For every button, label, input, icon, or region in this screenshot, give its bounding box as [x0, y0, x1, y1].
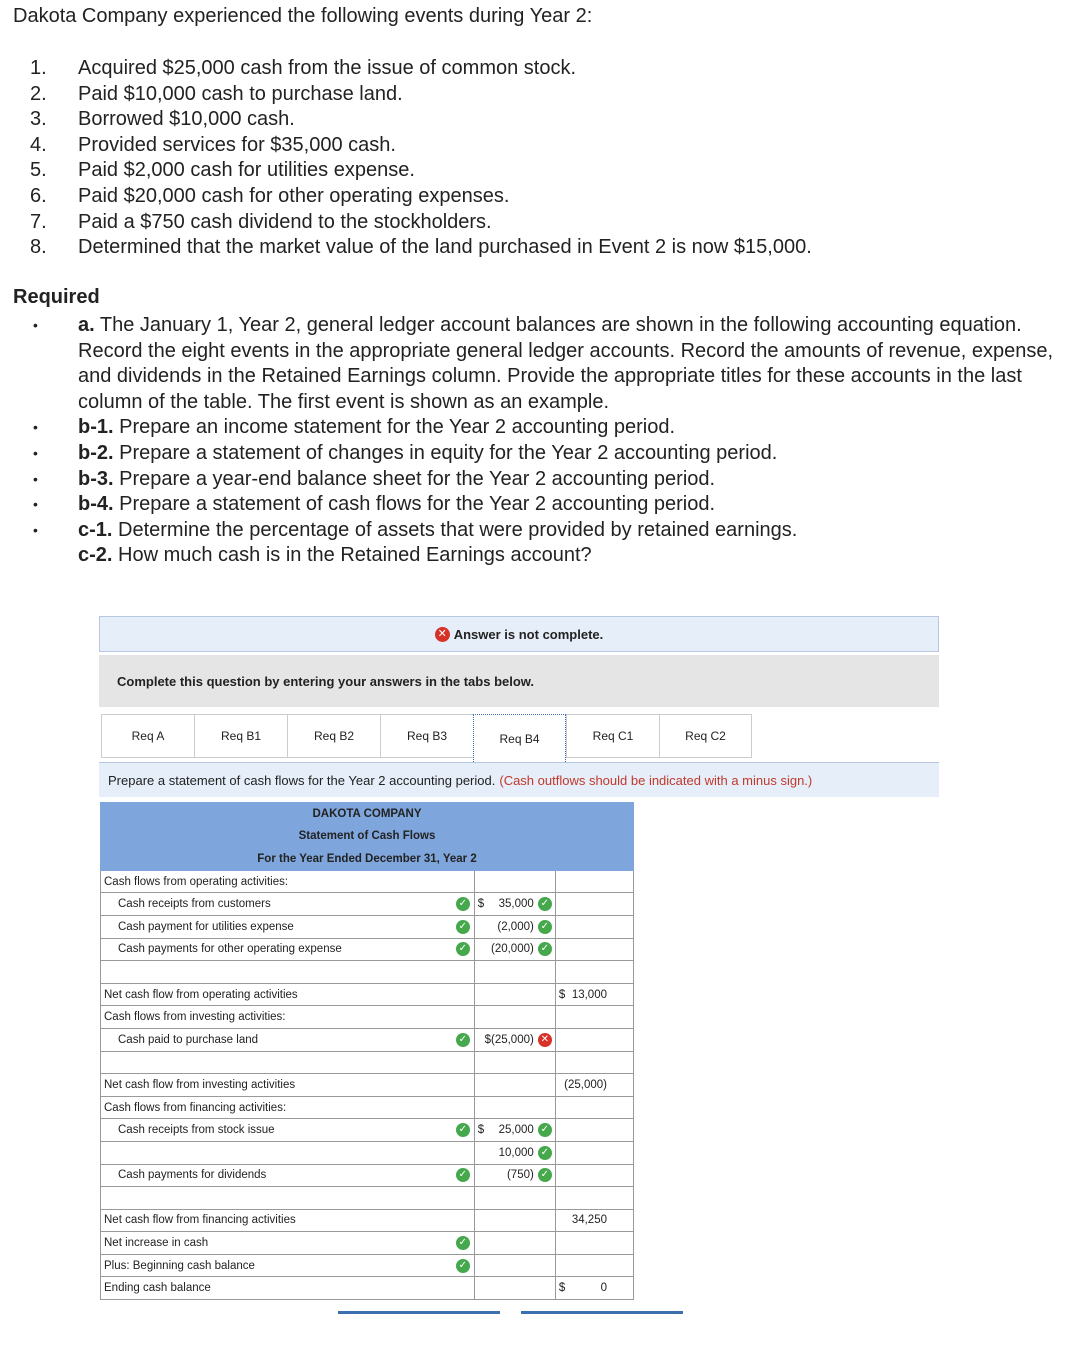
amount-cell[interactable]: [474, 1074, 555, 1097]
total-input[interactable]: [555, 1232, 633, 1255]
check-icon: ✓: [456, 1236, 470, 1250]
total-input[interactable]: [555, 1254, 633, 1277]
instructions-bar: Complete this question by entering your answers in the tabs below.: [99, 655, 939, 707]
tab-req-c1[interactable]: Req C1: [566, 714, 659, 758]
amount-input[interactable]: 10,000 ✓: [474, 1141, 555, 1164]
total-input[interactable]: 34,250: [555, 1209, 633, 1232]
cash-flow-statement: [100, 802, 634, 1300]
row-label-input[interactable]: Cash payment for utilities expense: [101, 915, 475, 938]
amount-cell[interactable]: [474, 1006, 555, 1029]
requirement-item: • b-4. Prepare a statement of cash flows for the Year 2 accounting period.: [33, 493, 716, 516]
row-label-input[interactable]: Cash payments for dividends: [101, 1164, 475, 1187]
event-item: 5. Paid $2,000 cash for utilities expense.: [30, 159, 415, 182]
total-cell[interactable]: [555, 1096, 633, 1119]
table-row: [101, 1141, 634, 1164]
table-row: [101, 961, 634, 984]
total-cell[interactable]: [555, 1119, 633, 1142]
problem-intro: Dakota Company experienced the following events during Year 2:: [13, 5, 593, 27]
row-label-input[interactable]: [101, 961, 475, 984]
company-name: DAKOTA COMPANY: [101, 803, 634, 826]
table-row: [101, 1164, 634, 1187]
requirement-item: • b-1. Prepare an income statement for the Year 2 accounting period.: [33, 416, 676, 439]
net-increase-label: Net increase in cash: [101, 1232, 475, 1255]
table-row: [101, 915, 634, 938]
table-row: [101, 983, 634, 1006]
requirement-list: [30, 313, 1065, 569]
amount-input[interactable]: ✓ $(25,000) ✕: [474, 1028, 555, 1051]
amount-input[interactable]: [458, 1254, 555, 1277]
check-icon: ✓: [538, 920, 552, 934]
total-cell[interactable]: [555, 1051, 633, 1074]
row-label-input[interactable]: Cash receipts from customers: [101, 893, 475, 916]
amount-cell[interactable]: [474, 983, 555, 1006]
status-text: Answer is not complete.: [453, 626, 604, 642]
answer-status-banner: [99, 616, 939, 652]
prompt-text: Prepare a statement of cash flows for the Year 2 accounting period.: [108, 772, 496, 788]
requirement-item: • a. The January 1, Year 2, general ledger account balances are shown in the following accounting equation. Record the eight events in the appropriate general ledger accounts. Record the amounts of revenue, expense, and dividends in the Retained Earnings column. Provide the appropriate titles for these accounts in the last column of the table. The first event is shown as an example.: [33, 314, 1054, 413]
event-item: 8. Determined that the market value of the land purchased in Event 2 is now $15,000.: [30, 236, 812, 259]
total-input[interactable]: (25,000): [555, 1074, 633, 1097]
net-investing-label: Net cash flow from investing activities: [101, 1074, 475, 1097]
prompt-note: (Cash outflows should be indicated with a minus sign.): [499, 772, 813, 788]
row-label-input[interactable]: [101, 1141, 475, 1164]
total-input[interactable]: $ 13,000: [555, 983, 633, 1006]
amount-input[interactable]: [458, 1232, 555, 1255]
error-icon: ✕: [538, 1033, 552, 1047]
requirement-item: • b-2. Prepare a statement of changes in equity for the Year 2 accounting period.: [33, 441, 778, 464]
beginning-cash-label: Plus: Beginning cash balance: [101, 1254, 475, 1277]
tab-req-c2[interactable]: Req C2: [659, 714, 752, 758]
net-operating-label: Net cash flow from operating activities: [101, 983, 475, 1006]
statement-title: Statement of Cash Flows: [101, 825, 634, 848]
total-cell[interactable]: [555, 1028, 633, 1051]
total-cell[interactable]: [555, 1141, 633, 1164]
investing-heading: Cash flows from investing activities:: [101, 1006, 475, 1029]
event-item: 1. Acquired $25,000 cash from the issue of common stock.: [30, 57, 577, 79]
check-icon: ✓: [538, 1123, 552, 1137]
prompt-bar: [99, 762, 939, 797]
requirement-tabs: [101, 714, 752, 762]
event-item: 7. Paid a $750 cash dividend to the stockholders.: [30, 210, 492, 233]
amount-input[interactable]: [474, 1187, 555, 1210]
amount-cell[interactable]: [474, 870, 555, 893]
check-icon: ✓: [456, 1259, 470, 1273]
tab-req-a[interactable]: Req A: [101, 714, 194, 758]
row-label-input[interactable]: Cash payments for other operating expense: [101, 938, 475, 961]
requirement-item: c-2. How much cash is in the Retained Earnings account?: [78, 544, 592, 567]
table-row: [101, 1051, 634, 1074]
amount-cell[interactable]: [474, 1096, 555, 1119]
operating-heading: Cash flows from operating activities:: [101, 870, 475, 893]
event-item: 2. Paid $10,000 cash to purchase land.: [30, 82, 403, 105]
table-row: [101, 938, 634, 961]
amount-input[interactable]: ✓ (750) ✓: [474, 1164, 555, 1187]
total-cell[interactable]: [555, 1187, 633, 1210]
statement-period: For the Year Ended December 31, Year 2: [101, 848, 634, 871]
check-icon: ✓: [456, 897, 470, 911]
total-input[interactable]: $ 0: [555, 1277, 633, 1300]
financing-heading: Cash flows from financing activities:: [101, 1096, 475, 1119]
table-row: [101, 1096, 634, 1119]
row-label-input[interactable]: [101, 1187, 475, 1210]
row-label-input[interactable]: Cash receipts from stock issue: [101, 1119, 475, 1142]
amount-input[interactable]: [474, 961, 555, 984]
check-icon: ✓: [456, 1123, 470, 1137]
table-row: [101, 1119, 634, 1142]
prev-button-edge[interactable]: [338, 1311, 500, 1314]
amount-input[interactable]: [474, 1051, 555, 1074]
total-cell[interactable]: [555, 1006, 633, 1029]
row-label-input[interactable]: Cash paid to purchase land: [101, 1028, 475, 1051]
total-cell[interactable]: [555, 915, 633, 938]
table-row: [101, 1209, 634, 1232]
check-icon: ✓: [456, 942, 470, 956]
table-row: [101, 1254, 634, 1277]
table-row: [101, 870, 634, 893]
amount-input[interactable]: ✓ $ 35,000 ✓: [474, 893, 555, 916]
event-item: 6. Paid $20,000 cash for other operating expenses.: [30, 184, 510, 207]
event-list: [30, 56, 812, 261]
check-icon: ✓: [538, 942, 552, 956]
amount-input[interactable]: ✓ (20,000) ✓: [474, 938, 555, 961]
table-row: [101, 893, 634, 916]
ending-cash-label: Ending cash balance: [101, 1277, 475, 1300]
check-icon: ✓: [538, 1146, 552, 1160]
requirement-item: • b-3. Prepare a year-end balance sheet for the Year 2 accounting period.: [33, 467, 716, 490]
amount-cell[interactable]: [474, 1277, 555, 1300]
tab-req-b1[interactable]: Req B1: [194, 714, 287, 758]
net-financing-label: Net cash flow from financing activities: [101, 1209, 475, 1232]
table-row: [101, 1277, 634, 1300]
check-icon: ✓: [538, 897, 552, 911]
amount-cell[interactable]: [474, 1209, 555, 1232]
required-heading: Required: [13, 286, 100, 308]
amount-input[interactable]: ✓ $ 25,000 ✓: [474, 1119, 555, 1142]
amount-input[interactable]: ✓ (2,000) ✓: [474, 915, 555, 938]
table-row: [101, 1006, 634, 1029]
tab-req-b3[interactable]: Req B3: [380, 714, 473, 758]
table-row: [101, 1074, 634, 1097]
event-item: 3. Borrowed $10,000 cash.: [30, 108, 295, 131]
tab-req-b2[interactable]: Req B2: [287, 714, 380, 758]
check-icon: ✓: [456, 1033, 470, 1047]
table-row: [101, 1028, 634, 1051]
tab-req-b4[interactable]: Req B4: [473, 714, 566, 762]
total-cell[interactable]: [555, 893, 633, 916]
requirement-item: • c-1. Determine the percentage of assets that were provided by retained earnings.: [33, 518, 798, 541]
table-row: [101, 1187, 634, 1210]
total-cell[interactable]: [555, 870, 633, 893]
total-cell[interactable]: [555, 961, 633, 984]
next-button-edge[interactable]: [521, 1311, 683, 1314]
event-item: 4. Provided services for $35,000 cash.: [30, 133, 396, 156]
check-icon: ✓: [538, 1168, 552, 1182]
error-icon: ✕: [435, 627, 450, 642]
row-label-input[interactable]: [101, 1051, 475, 1074]
total-cell[interactable]: [555, 1164, 633, 1187]
check-icon: ✓: [456, 1168, 470, 1182]
table-row: [101, 1232, 634, 1255]
check-icon: ✓: [456, 920, 470, 934]
total-cell[interactable]: [555, 938, 633, 961]
